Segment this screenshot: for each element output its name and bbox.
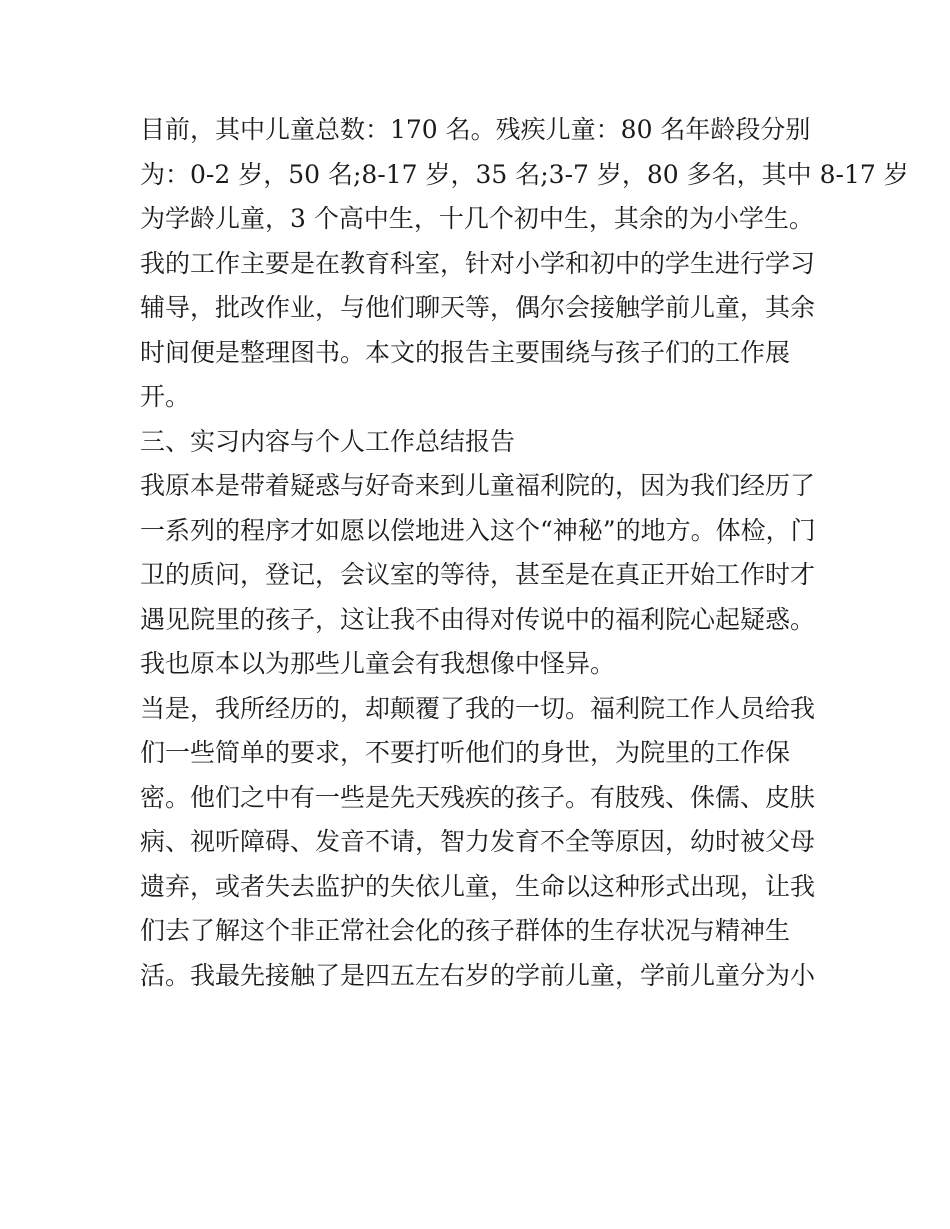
text-line: 们一些简单的要求，不要打听他们的身世，为院里的工作保 — [140, 738, 791, 767]
section-heading: 三、实习内容与个人工作总结报告 — [140, 426, 516, 456]
text-line: 时间便是整理图书。本文的报告主要围绕与孩子们的工作展 — [140, 337, 791, 367]
text-line: 我的工作主要是在教育科室，针对小学和初中的学生进行学习 — [140, 248, 816, 278]
body-text — [140, 108, 909, 998]
text-line: 卫的质问，登记，会议室的等待，甚至是在真正开始工作时才 — [140, 560, 816, 589]
text-line: 一系列的程序才如愿以偿地进入这个“神秘”的地方。体检，门 — [140, 515, 816, 545]
text-line: 当是，我所经历的，却颠覆了我的一切。福利院工作人员给我 — [140, 693, 816, 723]
text-line: 辅导，批改作业，与他们聊天等，偶尔会接触学前儿童，其余 — [140, 293, 816, 322]
text-line: 为学龄儿童，3 个高中生，十几个初中生，其余的为小学生。 — [140, 204, 814, 233]
text-line: 我也原本以为那些儿童会有我想像中怪异。 — [140, 649, 616, 678]
text-line: 们去了解这个非正常社会化的孩子群体的生存状况与精神生 — [140, 916, 791, 945]
text-line: 病、视听障碍、发音不请，智力发育不全等原因，幼时被父母 — [140, 827, 816, 856]
text-line: 遗弃，或者失去监护的失依儿童，生命以这种形式出现，让我 — [140, 871, 816, 901]
text-line: 为：0-2 岁，50 名;8-17 岁，35 名;3-7 岁，80 多名，其中 8-17 岁 — [140, 159, 909, 189]
text-line: 密。他们之中有一些是先天残疾的孩子。有肢残、侏儒、皮肤 — [140, 782, 816, 812]
text-line: 遇见院里的孩子，这让我不由得对传说中的福利院心起疑惑。 — [140, 604, 816, 634]
text-line: 目前，其中儿童总数：170 名。残疾儿童：80 名年龄段分别 — [140, 115, 811, 144]
text-line: 活。我最先接触了是四五左右岁的学前儿童，学前儿童分为小 — [140, 960, 816, 990]
text-line: 我原本是带着疑惑与好奇来到儿童福利院的，因为我们经历了 — [140, 471, 816, 500]
text-line: 开。 — [140, 382, 191, 411]
